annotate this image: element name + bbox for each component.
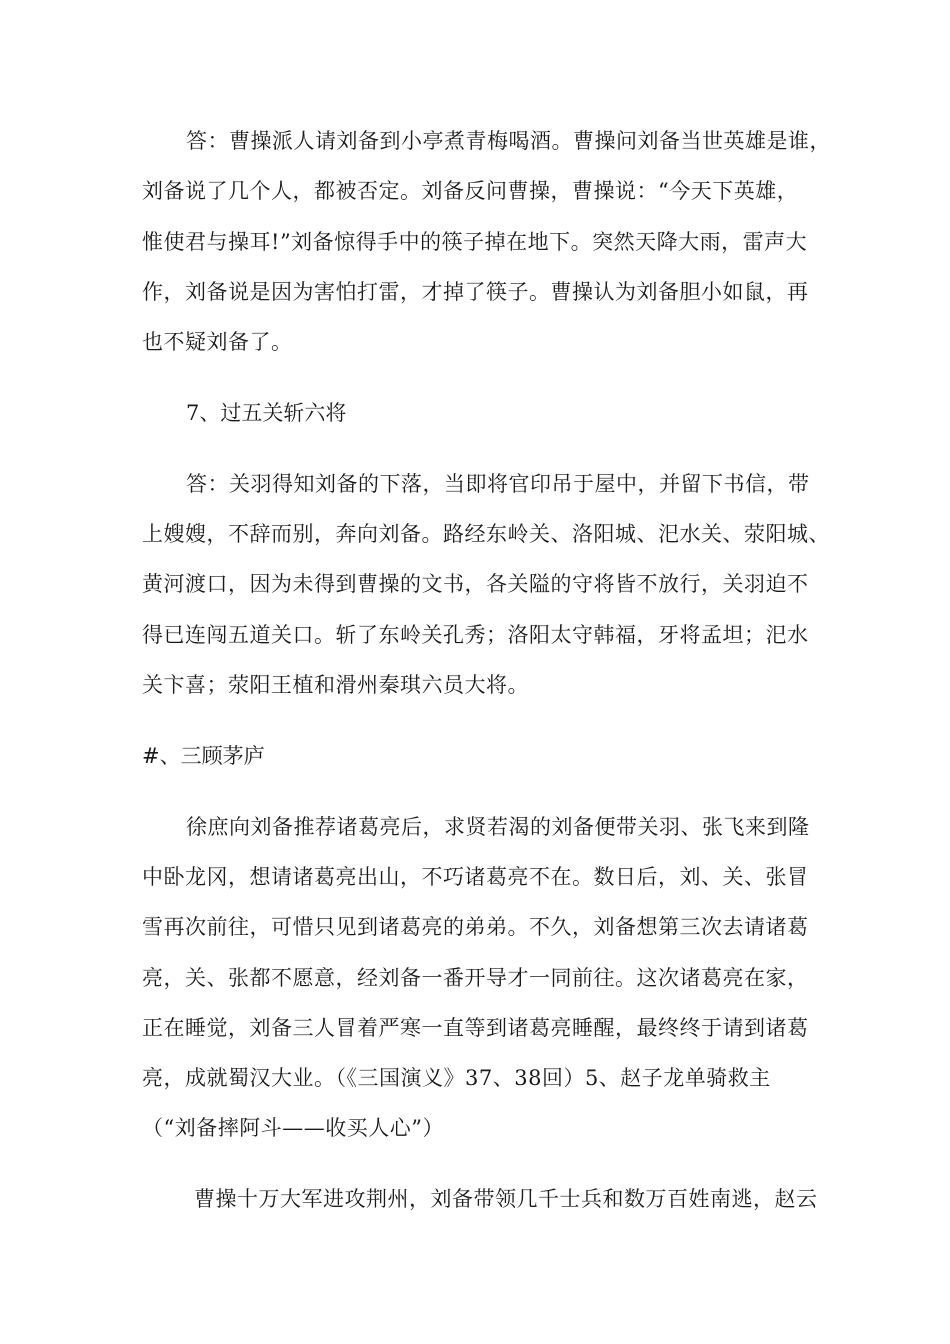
paragraph-line: 答：曹操派人请刘备到小亭煮青梅喝酒。曹操问刘备当世英雄是谁， (186, 129, 831, 153)
paragraph-line: 刘备说了几个人，都被否定。刘备反问曹操，曹操说：“今天下英雄， (142, 179, 799, 203)
paragraph-line: 作，刘备说是因为害怕打雷，才掉了筷子。曹操认为刘备胆小如鼠，再 (142, 280, 809, 304)
paragraph-line: 中卧龙冈，想请诸葛亮出山，不巧诸葛亮不在。数日后，刘、关、张冒 (142, 865, 809, 889)
paragraph-line: 正在睡觉，刘备三人冒着严寒一直等到诸葛亮睡醒，最终终于请到诸葛 (142, 1016, 809, 1040)
section-heading: #、三顾茅庐 (142, 744, 265, 768)
paragraph-line: 得已连闯五道关口。斩了东岭关孔秀；洛阳太守韩福，牙将孟坦；汜水 (142, 623, 809, 647)
paragraph-line: 徐庶向刘备推荐诸葛亮后，求贤若渴的刘备便带关羽、张飞来到隆 (186, 815, 810, 839)
paragraph-line: 亮，成就蜀汉大业。（《三国演义》37、38回）5、赵子龙单骑救主 (142, 1066, 771, 1090)
paragraph-line: 也不疑刘备了。 (142, 330, 293, 354)
paragraph-line: 上嫂嫂，不辞而别，奔向刘备。路经东岭关、洛阳城、汜水关、荥阳城、 (142, 522, 830, 546)
paragraph-line: （“刘备摔阿斗——收买人心”） (142, 1116, 444, 1140)
paragraph-line: 亮，关、张都不愿意，经刘备一番开导才一同前往。这次诸葛亮在家， (142, 966, 809, 990)
paragraph-line: 惟使君与操耳!”刘备惊得手中的筷子掉在地下。突然天降大雨，雷声大 (142, 230, 808, 254)
paragraph-line: 答：关羽得知刘备的下落，当即将官印吊于屋中，并留下书信，带 (186, 472, 810, 496)
paragraph-line: 黄河渡口，因为未得到曹操的文书，各关隘的守将皆不放行，关羽迫不 (142, 572, 809, 596)
section-heading: 7、过五关斩六将 (186, 401, 347, 425)
paragraph-line: 曹操十万大军进攻荆州，刘备带领几千士兵和数万百姓南逃，赵云 (194, 1187, 818, 1211)
paragraph-line: 雪再次前往，可惜只见到诸葛亮的弟弟。不久，刘备想第三次去请诸葛 (142, 915, 809, 939)
paragraph-line: 关卞喜；荥阳王植和滑州秦琪六员大将。 (142, 673, 529, 697)
